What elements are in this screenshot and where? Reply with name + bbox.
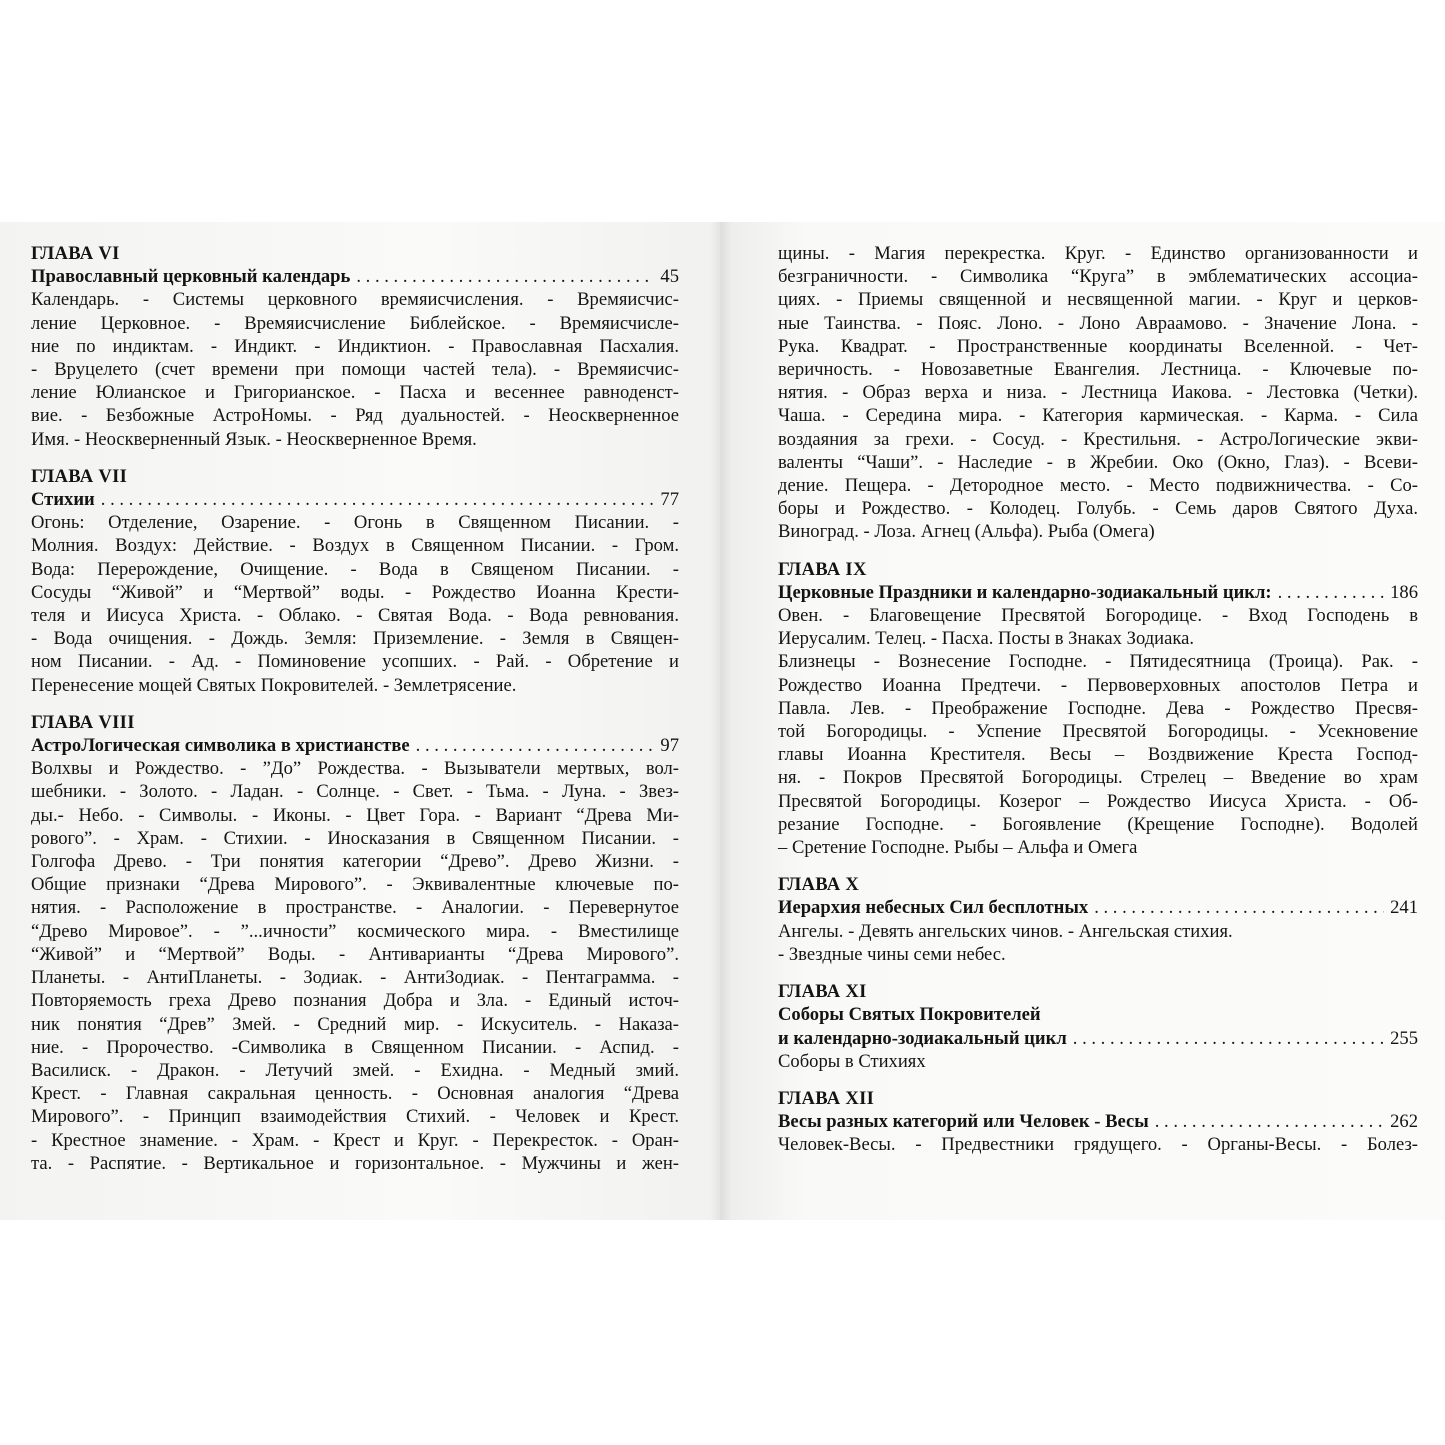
- text-line: теля и Иисуса Христа. - Облако. - Святая Вода. - Вода ревнования.: [31, 605, 679, 627]
- chapter-label: ГЛАВА VIII: [31, 711, 135, 733]
- text-line: ном Писании. - Ад. - Поминовение усопших. - Рай. - Обретение и: [31, 651, 679, 673]
- chapter-11: [778, 980, 1418, 1073]
- text-line: валенты “Чаши”. - Наследие - в Жребии. Око (Окно, Глаз). - Всеви-: [778, 451, 1418, 473]
- text-line: ня. - Покров Пресвятой Богородицы. Стрелец – Введение во храм: [778, 767, 1418, 789]
- text-line: - Вода очищения. - Дождь. Земля: Приземление. - Земля в Священ-: [31, 628, 679, 650]
- text-line: резание Господне. - Богоявление (Крещение Господне). Водолей: [778, 813, 1418, 835]
- text-line: “Древо Мировое”. - ”...ичности” космического мира. - Вместилище: [31, 920, 679, 942]
- chapter-label: ГЛАВА X: [778, 874, 860, 896]
- text-line: - Вруцелето (счет времени при помощи частей тела). - Времяисчис-: [31, 359, 679, 381]
- text-line: шебники. - Золото. - Ладан. - Солнце. - Свет. - Тьма. - Луна. - Звез-: [31, 781, 679, 803]
- text-line: Имя. - Неоскверненный Язык. - Неоскверненное Время.: [31, 428, 477, 450]
- chapter-label: ГЛАВА XII: [778, 1087, 875, 1109]
- right-column: [778, 242, 1418, 1171]
- chapter-title: Иерархия небесных Сил бесплотных: [778, 897, 1089, 919]
- toc-entry: [31, 265, 679, 288]
- chapter-label: ГЛАВА XI: [778, 981, 867, 1003]
- text-line: Молния. Воздух: Действие. - Воздух в Священном Писании. - Гром.: [31, 535, 679, 557]
- text-line: циях. - Приемы священной и несвященной магии. - Круг и церков-: [778, 289, 1418, 311]
- dot-leader: [101, 488, 655, 511]
- text-line: Павла. Лев. - Преображение Господне. Дева - Рождество Пресвя-: [778, 697, 1418, 719]
- text-line: Сосуды “Живой” и “Мертвой” воды. - Рождество Иоанна Крести-: [31, 581, 679, 603]
- text-line: Чаша. - Середина мира. - Категория кармическая. - Карма. - Сила: [778, 405, 1418, 427]
- chapter-8: [31, 711, 679, 1175]
- text-line: вие. - Безбожные АстроНомы. - Ряд дуальностей. - Неоскверненное: [31, 405, 679, 427]
- text-line: безграничности. - Символика “Круга” в эмблематических ассоциа-: [778, 266, 1418, 288]
- text-line: Вода: Перерождение, Очищение. - Вода в Священом Писании. -: [31, 558, 679, 580]
- toc-entry: [778, 1027, 1418, 1050]
- text-line: боры и Рождество. - Колодец. Голубь. - Семь даров Святого Духа.: [778, 498, 1418, 520]
- text-line: Человек-Весы. - Предвестники грядущего. - Органы-Весы. - Болез-: [778, 1134, 1418, 1156]
- left-column: [31, 242, 679, 1189]
- chapter-title: АстроЛогическая символика в христианстве: [31, 735, 410, 757]
- text-line: – Сретение Господне. Рыбы – Альфа и Омега: [778, 837, 1138, 859]
- dot-leader: [416, 734, 655, 757]
- text-line: Виноград. - Лоза. Агнец (Альфа). Рыба (Омега): [778, 521, 1155, 543]
- text-line: Мирового”. - Принцип взаимодействия Стихий. - Человек и Крест.: [31, 1106, 679, 1128]
- chapter-title: Стихии: [31, 489, 95, 511]
- text-line: Овен. - Благовещение Пресвятой Богородице. - Вход Господень в: [778, 605, 1418, 627]
- dot-leader: [1155, 1110, 1384, 1133]
- dot-leader: [1094, 896, 1384, 919]
- page-number: 186: [1390, 581, 1418, 603]
- text-line: Близнецы - Вознесение Господне. - Пятидесятница (Троица). Рак. -: [778, 651, 1418, 673]
- text-line: Ангелы. - Девять ангельских чинов. - Ангельская стихия.: [778, 920, 1233, 942]
- book-gutter: [710, 222, 732, 1220]
- chapter-title: Церковные Праздники и календарно-зодиакальный цикл:: [778, 581, 1272, 603]
- text-line: ление Юлианское и Григорианское. - Пасха и весеннее равноденст-: [31, 382, 679, 404]
- dot-leader: [356, 265, 654, 288]
- chapter-label: ГЛАВА VI: [31, 243, 120, 264]
- text-line: Голгофа Древо. - Три понятия категории “Древо”. Древо Жизни. -: [31, 851, 679, 873]
- page-number: 241: [1390, 897, 1418, 919]
- text-line: веричность. - Новозаветные Евангелия. Лестница. - Ключевые по-: [778, 359, 1418, 381]
- page-number: 255: [1390, 1027, 1418, 1049]
- text-line: ник понятия “Древ” Змей. - Средний мир. - Искуситель. - Наказа-: [31, 1013, 679, 1035]
- toc-entry: [31, 734, 679, 757]
- text-line: щины. - Магия перекрестка. Круг. - Единство организованности и: [778, 243, 1418, 264]
- page-number: 262: [1390, 1111, 1418, 1133]
- toc-entry: [778, 1110, 1418, 1133]
- text-line: воздаяния за грехи. - Сосуд. - Крестильня. - АстроЛогические экви-: [778, 428, 1418, 450]
- text-line: ды.- Небо. - Символы. - Иконы. - Цвет Гора. - Вариант “Древа Ми-: [31, 804, 679, 826]
- toc-entry: [778, 581, 1418, 604]
- text-line: Василиск. - Дракон. - Летучий змей. - Ехидна. - Медный змий.: [31, 1059, 679, 1081]
- text-line: нятия. - Образ верха и низа. - Лестница Иакова. - Лестовка (Четки).: [778, 382, 1418, 404]
- book-spread: [0, 222, 1445, 1220]
- text-line: Волхвы и Рождество. - ”До” Рождества. - Вызыватели мертвых, вол-: [31, 758, 679, 780]
- chapter-title: и календарно-зодиакальный цикл: [778, 1027, 1067, 1049]
- chapter-12: [778, 1087, 1418, 1157]
- chapter-10: [778, 873, 1418, 966]
- text-line: Огонь: Отделение, Озарение. - Огонь в Священном Писании. -: [31, 512, 679, 534]
- page-number: 97: [660, 735, 679, 757]
- text-line: та. - Распятие. - Вертикальное и горизонтальное. - Мужчины и жен-: [31, 1152, 679, 1174]
- text-line: Крест. - Главная сакральная ценность. - Основная аналогия “Древа: [31, 1083, 679, 1105]
- dot-leader: [1278, 581, 1384, 604]
- page-number: 77: [660, 489, 679, 511]
- text-line: нятия. - Расположение в пространстве. - Аналогии. - Перевернутое: [31, 897, 679, 919]
- text-line: Рождество Иоанна Предтечи. - Первоверховных апостолов Петра и: [778, 674, 1418, 696]
- page-number: 45: [660, 266, 679, 288]
- text-line: Рука. Квадрат. - Пространственные координаты Вселенной. - Чет-: [778, 335, 1418, 357]
- chapter-6: [31, 242, 679, 451]
- text-line: Иерусалим. Телец. - Пасха. Посты в Знаках Зодиака.: [778, 628, 1195, 650]
- chapter-7: [31, 465, 679, 697]
- text-line: дение. Пещера. - Детородное место. - Место подвижничества. - Со-: [778, 475, 1418, 497]
- toc-entry: [778, 896, 1418, 919]
- text-line: - Звездные чины семи небес.: [778, 943, 1006, 965]
- text-line: Пресвятой Богородицы. Козерог – Рождество Иисуса Христа. - Об-: [778, 790, 1418, 812]
- toc-entry: [31, 488, 679, 511]
- chapter-title-line1: Соборы Святых Покровителей: [778, 1004, 1041, 1026]
- text-line: Повторяемость греха Древо познания Добра и Зла. - Единый источ-: [31, 990, 679, 1012]
- chapter-9: [778, 558, 1418, 860]
- text-line: Календарь. - Системы церковного времяисчисления. - Времяисчис-: [31, 289, 679, 311]
- chapter-title: Весы разных категорий или Человек - Весы: [778, 1111, 1149, 1133]
- chapter-title: Православный церковный календарь: [31, 266, 351, 288]
- dot-leader: [1073, 1027, 1384, 1050]
- text-line: ние по индиктам. - Индикт. - Индиктион. - Православная Пасхалия.: [31, 335, 679, 357]
- text-line: ление Церковное. - Времяисчисление Библейское. - Времяисчисле-: [31, 312, 679, 334]
- text-line: ние. - Пророчество. -Символика в Священном Писании. - Аспид. -: [31, 1036, 679, 1058]
- text-line: - Крестное знамение. - Храм. - Крест и Круг. - Перекресток. - Оран-: [31, 1129, 679, 1151]
- text-line: “Живой” и “Мертвой” Воды. - Антиварианты “Древа Мирового”.: [31, 943, 679, 965]
- text-line: Общие признаки “Древа Мирового”. - Эквивалентные ключевые по-: [31, 874, 679, 896]
- chapter-label: ГЛАВА VII: [31, 465, 128, 487]
- chapter-8-continuation: [778, 242, 1418, 544]
- text-line: рового”. - Храм. - Стихии. - Иносказания в Священном Писании. -: [31, 827, 679, 849]
- text-line: ные Таинства. - Пояс. Лоно. - Лоно Авраамово. - Значение Лона. -: [778, 312, 1418, 334]
- text-line: Планеты. - АнтиПланеты. - Зодиак. - АнтиЗодиак. - Пентаграмма. -: [31, 967, 679, 989]
- text-line: Перенесение мощей Святых Покровителей. - Землетрясение.: [31, 674, 517, 696]
- text-line: главы Иоанна Крестителя. Весы – Воздвижение Креста Господ-: [778, 744, 1418, 766]
- text-line: Соборы в Стихиях: [778, 1050, 926, 1072]
- text-line: той Богородицы. - Успение Пресвятой Богородицы. - Усекновение: [778, 721, 1418, 743]
- chapter-label: ГЛАВА IX: [778, 558, 867, 580]
